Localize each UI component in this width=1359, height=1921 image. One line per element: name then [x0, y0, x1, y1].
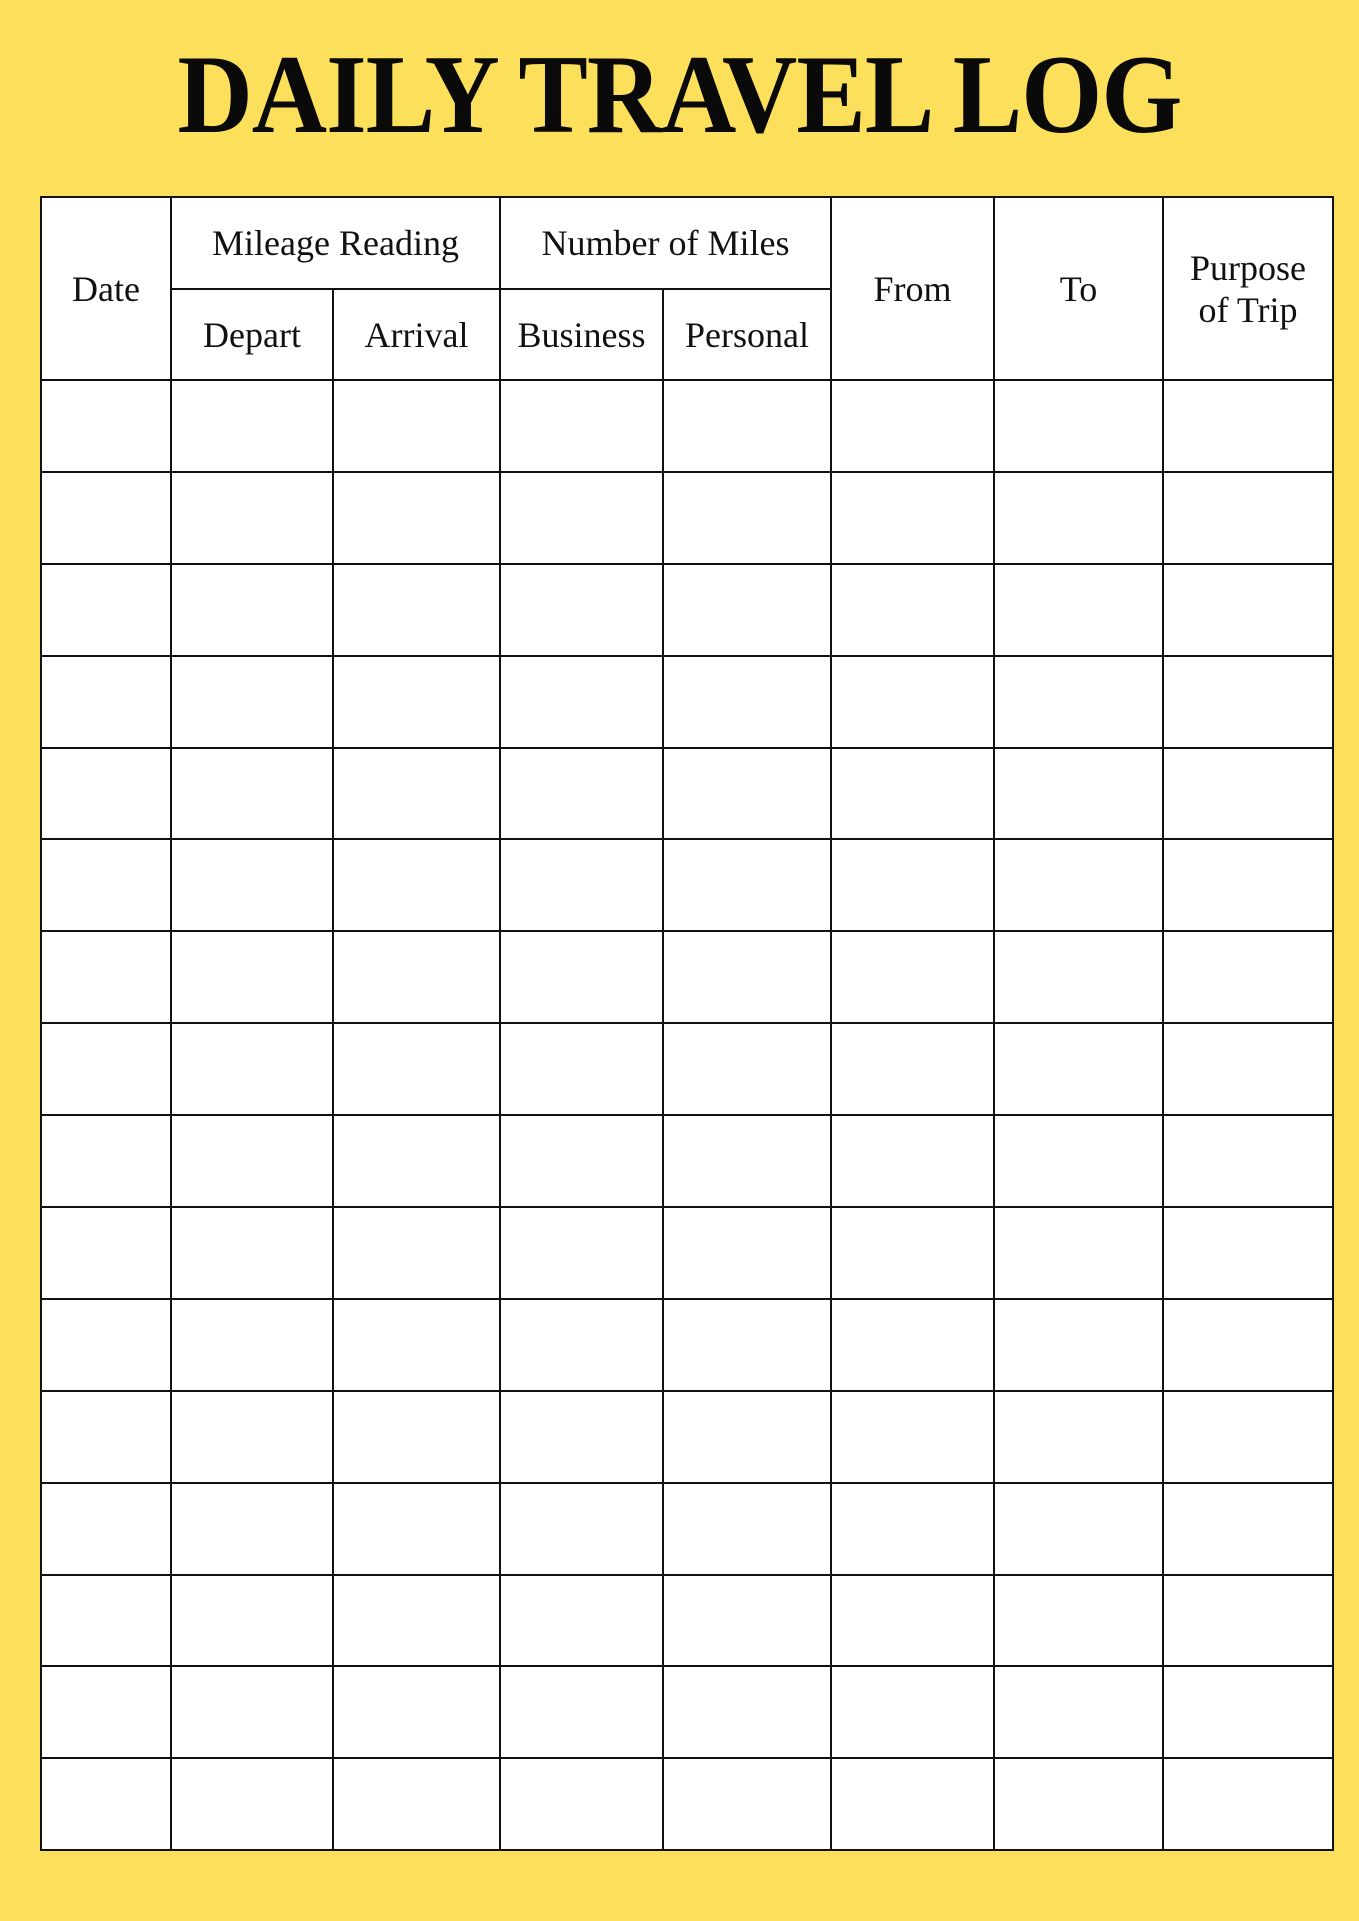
cell-from[interactable] — [831, 1666, 994, 1758]
cell-business[interactable] — [500, 1758, 663, 1850]
cell-business[interactable] — [500, 656, 663, 748]
cell-to[interactable] — [994, 1758, 1163, 1850]
cell-date[interactable] — [41, 656, 171, 748]
cell-business[interactable] — [500, 380, 663, 472]
cell-from[interactable] — [831, 564, 994, 656]
cell-date[interactable] — [41, 1575, 171, 1667]
cell-purpose[interactable] — [1163, 380, 1333, 472]
cell-to[interactable] — [994, 472, 1163, 564]
cell-date[interactable] — [41, 1666, 171, 1758]
cell-arrival[interactable] — [333, 1391, 500, 1483]
cell-arrival[interactable] — [333, 1483, 500, 1575]
table-row — [41, 1115, 1333, 1207]
cell-business[interactable] — [500, 839, 663, 931]
cell-business[interactable] — [500, 1483, 663, 1575]
cell-depart[interactable] — [171, 656, 333, 748]
header-to: To — [994, 197, 1163, 380]
cell-date[interactable] — [41, 931, 171, 1023]
cell-purpose[interactable] — [1163, 1483, 1333, 1575]
purpose-line-2: of Trip — [1198, 289, 1298, 330]
header-business: Business — [500, 289, 663, 380]
cell-to[interactable] — [994, 1666, 1163, 1758]
header-purpose-of-trip — [1163, 197, 1333, 380]
cell-arrival[interactable] — [333, 380, 500, 472]
cell-business[interactable] — [500, 1666, 663, 1758]
table-row — [41, 931, 1333, 1023]
cell-business[interactable] — [500, 1115, 663, 1207]
table-row — [41, 1391, 1333, 1483]
cell-personal[interactable] — [663, 931, 831, 1023]
cell-arrival[interactable] — [333, 1758, 500, 1850]
cell-purpose[interactable] — [1163, 1391, 1333, 1483]
cell-depart[interactable] — [171, 1115, 333, 1207]
cell-personal[interactable] — [663, 1207, 831, 1299]
cell-date[interactable] — [41, 380, 171, 472]
cell-purpose[interactable] — [1163, 931, 1333, 1023]
cell-business[interactable] — [500, 931, 663, 1023]
cell-date[interactable] — [41, 1391, 171, 1483]
cell-arrival[interactable] — [333, 656, 500, 748]
header-mileage-reading: Mileage Reading — [171, 197, 500, 289]
cell-personal[interactable] — [663, 748, 831, 840]
cell-date[interactable] — [41, 748, 171, 840]
cell-from[interactable] — [831, 1023, 994, 1115]
cell-purpose[interactable] — [1163, 1758, 1333, 1850]
cell-depart[interactable] — [171, 931, 333, 1023]
header-depart: Depart — [171, 289, 333, 380]
cell-depart[interactable] — [171, 1666, 333, 1758]
cell-arrival[interactable] — [333, 839, 500, 931]
cell-depart[interactable] — [171, 1023, 333, 1115]
cell-arrival[interactable] — [333, 472, 500, 564]
purpose-line-1: Purpose — [1190, 247, 1307, 288]
cell-date[interactable] — [41, 472, 171, 564]
cell-business[interactable] — [500, 564, 663, 656]
cell-to[interactable] — [994, 380, 1163, 472]
cell-from[interactable] — [831, 748, 994, 840]
cell-arrival[interactable] — [333, 1299, 500, 1391]
cell-from[interactable] — [831, 839, 994, 931]
cell-business[interactable] — [500, 472, 663, 564]
cell-depart[interactable] — [171, 1207, 333, 1299]
cell-to[interactable] — [994, 1207, 1163, 1299]
cell-arrival[interactable] — [333, 1575, 500, 1667]
cell-to[interactable] — [994, 1575, 1163, 1667]
table-row — [41, 1758, 1333, 1850]
cell-depart[interactable] — [171, 564, 333, 656]
cell-business[interactable] — [500, 1299, 663, 1391]
cell-date[interactable] — [41, 1299, 171, 1391]
cell-purpose[interactable] — [1163, 564, 1333, 656]
table-row — [41, 1023, 1333, 1115]
cell-from[interactable] — [831, 656, 994, 748]
cell-to[interactable] — [994, 1023, 1163, 1115]
cell-purpose[interactable] — [1163, 1115, 1333, 1207]
table-row — [41, 1207, 1333, 1299]
cell-arrival[interactable] — [333, 1207, 500, 1299]
header-date: Date — [41, 197, 171, 380]
cell-business[interactable] — [500, 1023, 663, 1115]
cell-personal[interactable] — [663, 839, 831, 931]
cell-purpose[interactable] — [1163, 1299, 1333, 1391]
cell-depart[interactable] — [171, 380, 333, 472]
cell-date[interactable] — [41, 1483, 171, 1575]
cell-depart[interactable] — [171, 839, 333, 931]
cell-personal[interactable] — [663, 564, 831, 656]
header-number-of-miles: Number of Miles — [500, 197, 831, 289]
header-personal: Personal — [663, 289, 831, 380]
cell-purpose[interactable] — [1163, 1207, 1333, 1299]
cell-arrival[interactable] — [333, 748, 500, 840]
cell-date[interactable] — [41, 1023, 171, 1115]
cell-arrival[interactable] — [333, 564, 500, 656]
cell-from[interactable] — [831, 1391, 994, 1483]
cell-to[interactable] — [994, 1391, 1163, 1483]
cell-to[interactable] — [994, 1299, 1163, 1391]
cell-date[interactable] — [41, 1758, 171, 1850]
cell-from[interactable] — [831, 1115, 994, 1207]
cell-depart[interactable] — [171, 1299, 333, 1391]
table-row — [41, 1299, 1333, 1391]
cell-depart[interactable] — [171, 748, 333, 840]
cell-from[interactable] — [831, 1758, 994, 1850]
cell-purpose[interactable] — [1163, 1023, 1333, 1115]
cell-personal[interactable] — [663, 656, 831, 748]
cell-purpose[interactable] — [1163, 472, 1333, 564]
cell-purpose[interactable] — [1163, 839, 1333, 931]
cell-depart[interactable] — [171, 1483, 333, 1575]
cell-personal[interactable] — [663, 472, 831, 564]
cell-purpose[interactable] — [1163, 656, 1333, 748]
cell-arrival[interactable] — [333, 1666, 500, 1758]
cell-from[interactable] — [831, 1483, 994, 1575]
table-row — [41, 748, 1333, 840]
table-row — [41, 472, 1333, 564]
cell-personal[interactable] — [663, 1666, 831, 1758]
cell-to[interactable] — [994, 839, 1163, 931]
table-row — [41, 839, 1333, 931]
cell-personal[interactable] — [663, 1299, 831, 1391]
table-row — [41, 656, 1333, 748]
cell-business[interactable] — [500, 748, 663, 840]
cell-arrival[interactable] — [333, 931, 500, 1023]
cell-to[interactable] — [994, 1115, 1163, 1207]
cell-date[interactable] — [41, 1115, 171, 1207]
travel-log-table — [40, 196, 1334, 1851]
table-body — [41, 380, 1333, 1850]
table-row — [41, 380, 1333, 472]
cell-purpose[interactable] — [1163, 1666, 1333, 1758]
cell-personal[interactable] — [663, 1758, 831, 1850]
cell-to[interactable] — [994, 1483, 1163, 1575]
cell-date[interactable] — [41, 1207, 171, 1299]
cell-to[interactable] — [994, 748, 1163, 840]
cell-date[interactable] — [41, 564, 171, 656]
cell-personal[interactable] — [663, 1115, 831, 1207]
cell-from[interactable] — [831, 1207, 994, 1299]
cell-arrival[interactable] — [333, 1023, 500, 1115]
cell-to[interactable] — [994, 931, 1163, 1023]
cell-depart[interactable] — [171, 472, 333, 564]
cell-purpose[interactable] — [1163, 1575, 1333, 1667]
table-row — [41, 1666, 1333, 1758]
cell-from[interactable] — [831, 472, 994, 564]
cell-personal[interactable] — [663, 1575, 831, 1667]
table-row — [41, 1575, 1333, 1667]
cell-depart[interactable] — [171, 1575, 333, 1667]
cell-business[interactable] — [500, 1575, 663, 1667]
cell-purpose[interactable] — [1163, 748, 1333, 840]
cell-personal[interactable] — [663, 380, 831, 472]
header-from: From — [831, 197, 994, 380]
header-arrival: Arrival — [333, 289, 500, 380]
cell-depart[interactable] — [171, 1391, 333, 1483]
cell-date[interactable] — [41, 839, 171, 931]
table-row — [41, 564, 1333, 656]
cell-arrival[interactable] — [333, 1115, 500, 1207]
cell-to[interactable] — [994, 656, 1163, 748]
cell-personal[interactable] — [663, 1483, 831, 1575]
cell-business[interactable] — [500, 1391, 663, 1483]
cell-to[interactable] — [994, 564, 1163, 656]
cell-from[interactable] — [831, 1299, 994, 1391]
cell-business[interactable] — [500, 1207, 663, 1299]
cell-from[interactable] — [831, 931, 994, 1023]
cell-from[interactable] — [831, 380, 994, 472]
table-row — [41, 1483, 1333, 1575]
cell-personal[interactable] — [663, 1391, 831, 1483]
cell-personal[interactable] — [663, 1023, 831, 1115]
cell-depart[interactable] — [171, 1758, 333, 1850]
cell-from[interactable] — [831, 1575, 994, 1667]
page-title: DAILY TRAVEL LOG — [177, 33, 1182, 157]
